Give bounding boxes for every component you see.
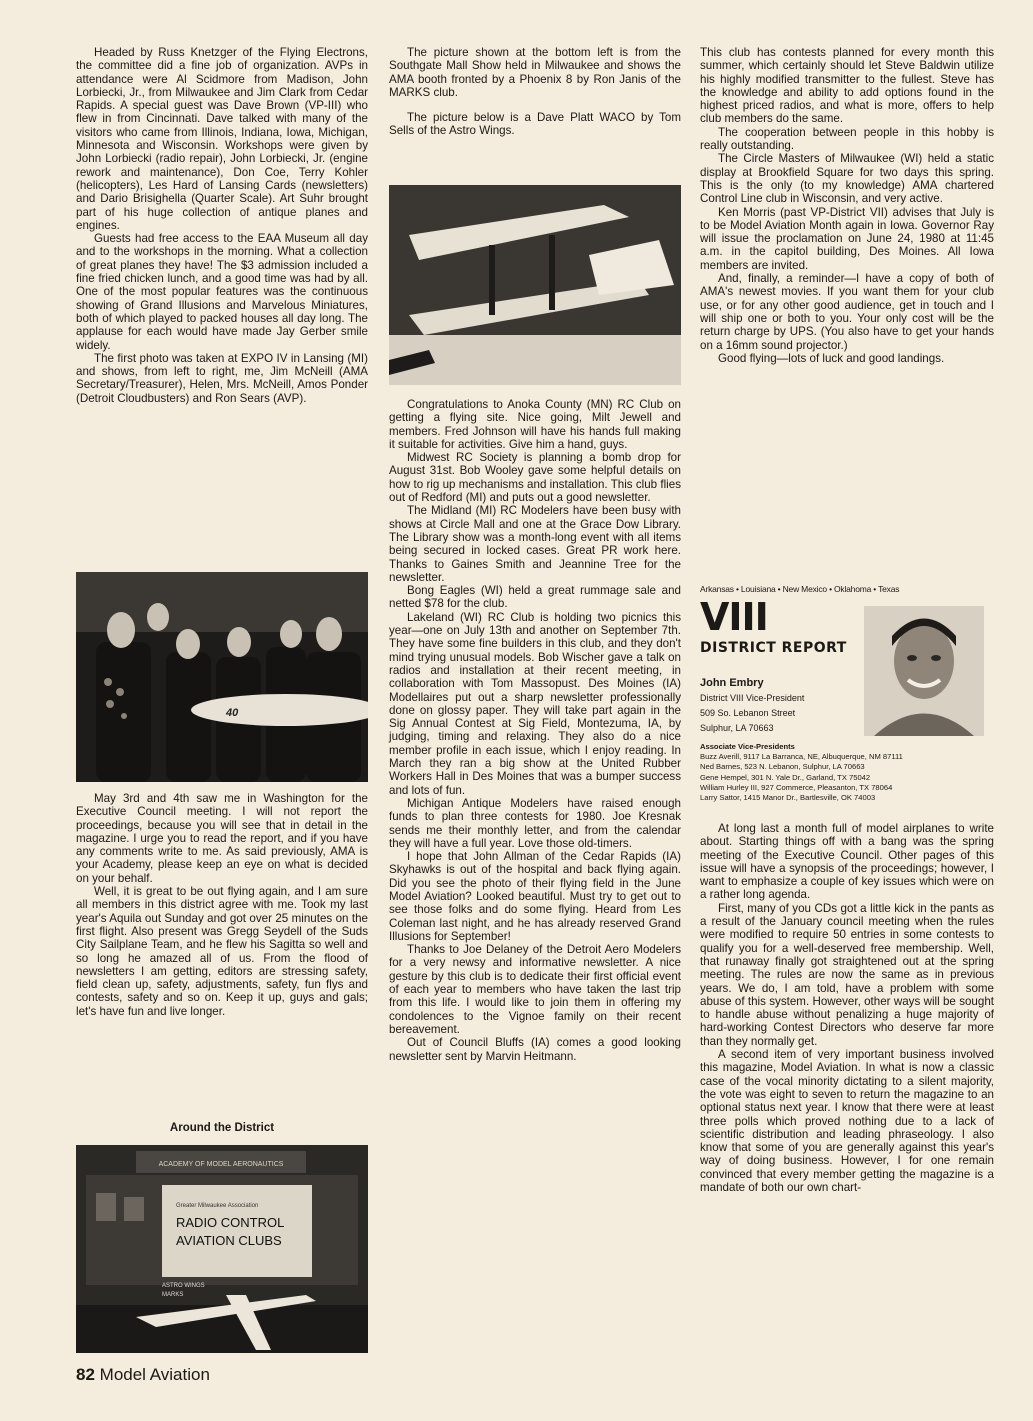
paragraph: The first photo was taken at EXPO IV in Lansing (MI) and shows, from left to right, me, Jim McNeill (AMA Secretary/Treasurer), Helen, Mrs. McNeill, Amos Ponder (Detroit Cloudbusters) and Ron Sears (AVP).	[76, 351, 368, 405]
column-3-body	[700, 822, 994, 1194]
vp-contact	[700, 676, 804, 736]
paragraph: Well, it is great to be out flying again, and I am sure all members in this district agree with me. Took my last year's Aquila out Sunday and got over 25 minutes on the first flight. Also present was Gregg Seydell of the Suds City Sailplane Team, and he flew his Sagitta so well and so long he amazed all of us. From the flood of newsletters I am getting, editors are stressing safety, field clean up, safety, adjustments, safety, fun flys and contests, safety and so on. Keep it up, guys and gals; let's have fun and live longer.	[76, 885, 368, 1018]
booth-side-label-1: ASTRO WINGS	[162, 1283, 205, 1289]
paragraph: I hope that John Allman of the Cedar Rapids (IA) Skyhawks is out of the hospital and back flying again. Did you see the photo of their flying field in the June Model Aviation? Looked beautiful. Must try to get out to see those folks and do some flying. Heard from Les Coleman last night, and he has already reserved Grand Illusions for September!	[389, 850, 681, 943]
paragraph: Guests had free access to the EAA Museum all day and to the workshops in the morning. What a collection of great planes they have! The $3 admission included a fine fried chicken lunch, and a good time was had by all. One of the most popular features was the continuous showing of Grand Illusions and Marvelous Miniatures, both of which played to packed houses all day long. The applause for each would have made Jay Gerber smile widely.	[76, 232, 368, 352]
magazine-name: Model Aviation	[99, 1365, 210, 1384]
vp-portrait-photo	[864, 606, 984, 736]
paragraph: The picture below is a Dave Platt WACO by Tom Sells of the Astro Wings.	[389, 111, 681, 138]
assoc-heading: Associate Vice-Presidents	[700, 742, 795, 751]
paragraph: The Midland (MI) RC Modelers have been busy with shows at Circle Mall and one at the Grace Dow Library. The Library show was a month-long event with all items being secured in locked cases. Great PR work here. Thanks to Gaines Smith and Jeannine Tree for the newsletter.	[389, 504, 681, 584]
district-report-title: DISTRICT REPORT	[700, 640, 847, 656]
waco-biplane-photo	[389, 185, 681, 385]
paragraph: Bong Eagles (WI) held a great rummage sale and netted $78 for the club.	[389, 584, 681, 611]
paragraph: First, many of you CDs got a little kick in the pants as a result of the January council meeting when the rules were modified to require 50 entries in some contests to qualify you for a well-deserved free membership. Well, that runaway finally got straightened out at the spring meeting. The rules are now the same as in previous years. We do, I am told, have a problem with some abuse of this system. However, other ways will be sought to handle abuse without penalizing a huge majority of hard-working Contest Directors who deserve far more than they normally get.	[700, 901, 994, 1048]
photo-section-caption: Around the District	[169, 1122, 275, 1134]
ama-booth-photo	[76, 1145, 368, 1353]
paragraph: Out of Council Bluffs (IA) comes a good looking newsletter sent by Marvin Heitmann.	[389, 1036, 681, 1063]
vp-city: Sulphur, LA 70663	[700, 723, 774, 733]
paragraph: Midwest RC Society is planning a bomb drop for August 31st. Bob Wooley gave some helpful details on how to rig up mechanisms and installation. This club flies out of Redford (MI) and puts out a good newsletter.	[389, 451, 681, 505]
assoc-item: Larry Sattor, 1415 Manor Dr., Bartlesville, OK 74003	[700, 793, 876, 803]
booth-sign-line1: RADIO CONTROL	[176, 1215, 285, 1230]
column-1-top	[76, 46, 368, 405]
column-2-top	[389, 46, 681, 138]
vp-title: District VIII Vice-President	[700, 693, 805, 703]
column-2-body	[389, 398, 681, 1063]
paragraph: The Circle Masters of Milwaukee (WI) held a static display at Brookfield Square for two days this spring. This is the only (to my knowledge) AMA chartered Control Line club in Wisconsin, and very active.	[700, 152, 994, 206]
booth-side-label-2: MARKS	[162, 1292, 184, 1298]
booth-sign-small: Greater Milwaukee Association	[176, 1203, 259, 1209]
paragraph: Ken Morris (past VP-District VII) advises that July is to be Model Aviation Month again in Iowa. Governor Ray will issue the proclamation on June 24, 1980 at 11:45 a.m. in the capitol building, Des Moines. All Iowa members are invited.	[700, 205, 994, 272]
paragraph: The cooperation between people in this hobby is really outstanding.	[700, 125, 994, 153]
column-1-middle	[76, 792, 368, 1018]
paragraph: May 3rd and 4th saw me in Washington for the Executive Council meeting. I will not report the proceedings, because you will see that in detail in the magazine. I urge you to read the report, and if you have any comments write to me. As said previously, AMA is your Academy, please keep an eye on what is decided on your behalf.	[76, 792, 368, 885]
paragraph: At long last a month full of model airplanes to write about. Starting things off with a bang was the spring meeting of the Executive Council. Other pages of this issue will have a synopsis of the proceedings; however, I want to emphasize a couple of key issues which were on a rather long agenda.	[700, 822, 994, 902]
page-footer	[76, 1365, 210, 1385]
district-states: Arkansas • Louisiana • New Mexico • Oklahoma • Texas	[700, 584, 900, 594]
paragraph: Michigan Antique Modelers have raised enough funds to plan three contests for 1980. Joe Kresnak sends me their monthly letter, and from the calendar they will have a full year. Love those old-timers.	[389, 796, 681, 850]
paragraph: Good flying—lots of luck and good landings.	[718, 351, 945, 365]
vp-name: John Embry	[700, 677, 764, 689]
paragraph: A second item of very important business involved this magazine, Model Aviation. In what is now a classic case of the vocal minority dictating to a silent majority, the vote was eight to seven to return the magazine to an optional status next year. I know that there were at least three polls which proved nothing due to a lack of scientific distribution and leading phraseology. I also know that some of you are generally against this year's way of doing business. However, I for one remain convinced that every member getting the magazine is a mandate of both our own chart-	[700, 1048, 994, 1195]
page-number: 82	[76, 1365, 95, 1384]
paragraph: The picture shown at the bottom left is from the Southgate Mall Show held in Milwaukee and shows the AMA booth fronted by a Phoenix 8 by Ron Janis of the MARKS club.	[389, 46, 681, 99]
paragraph: Lakeland (WI) RC Club is holding two picnics this year—one on July 13th and another on September 7th. They have some fine builders in this club, and they don't mind trying unusual models. Bob Wischer gave a talk on radios and installation at their recent meeting, in collaboration with Tom Massopust. Des Moines (IA) Modellaires put out a sharp newsletter professionally done on glossy paper. They will take part again in the Sig Annual Contest at Sig Field, Montezuma, IA, by judging, timing and relaxing. They also do a nice member profile in each issue, which I enjoy reading. In March they ran a big show at the United Rubber Workers Hall in Des Moines that was a bumper success and lots of fun.	[389, 610, 681, 797]
paragraph: And, finally, a reminder—I have a copy of both of AMA's newest movies. If you want them for your club use, or for any other good audience, get in touch and I will ship one or both to you. Your only cost will be the return charge by UPS. (You also have to get your hands on a 16mm sound projector.)	[700, 272, 994, 352]
assoc-item: Ned Barnes, 523 N. Lebanon, Sulphur, LA 70663	[700, 762, 865, 772]
paragraph: This club has contests planned for every month this summer, which certainly should let Steve Baldwin utilize his highly modified transmitter to the fullest. Steve has the knowledge and ability to add options found in the highest priced radios, and what is more, offers to help club members do the same.	[700, 46, 994, 126]
assoc-item: Gene Hempel, 301 N. Yale Dr., Garland, TX 75042	[700, 772, 871, 782]
booth-sign-line2: AVIATION CLUBS	[176, 1233, 282, 1248]
associate-vps	[700, 742, 1000, 803]
assoc-item: William Hurley III, 927 Commerce, Pleasanton, TX 78064	[700, 782, 893, 792]
expo-group-photo	[76, 572, 368, 782]
wing-number-label: 40	[226, 707, 239, 719]
assoc-item: Buzz Averill, 9117 La Barranca, NE, Albuquerque, NM 87111	[700, 752, 903, 762]
vp-street: 509 So. Lebanon Street	[700, 708, 796, 718]
booth-banner: ACADEMY OF MODEL AERONAUTICS	[158, 1161, 284, 1168]
column-3-top	[700, 46, 994, 365]
paragraph: Congratulations to Anoka County (MN) RC Club on getting a flying site. Nice going, Milt Jewell and members. Fred Johnson will have his hands full making it suitable for activities. Give him a hand, guys.	[389, 398, 681, 451]
district-number: VIII	[700, 595, 768, 639]
paragraph: Thanks to Joe Delaney of the Detroit Aero Modelers for a very newsy and informative newsletter. A nice gesture by this club is to dedicate their first official event of each year to members who have taken the last trip from this life. I would like to join them in offering my condolences to the Vignoe family on their recent bereavement.	[389, 943, 681, 1036]
paragraph: Headed by Russ Knetzger of the Flying Electrons, the committee did a fine job of organization. AVPs in attendance were Al Scidmore from Madison, John Lorbiecki, Jr., from Milwaukee and Jim Clark from Cedar Rapids. A special guest was Dave Brown (VP-III) who flew in from Cincinnati. Dave talked with many of the visitors who came from Illinois, Indiana, Iowa, Michigan, Minnesota and Wisconsin. Workshops were given by John Lorbiecki (radio repair), John Lorbiecki, Jr. (engine rework and maintenance), Don Coe, Terry Kohler (helicopters), Les Hard of Lansing Cards (newsletters) and Dario Brisighella (Quarter Scale). Art Suhr brought part of his huge collection of antique planes and engines.	[76, 46, 368, 232]
